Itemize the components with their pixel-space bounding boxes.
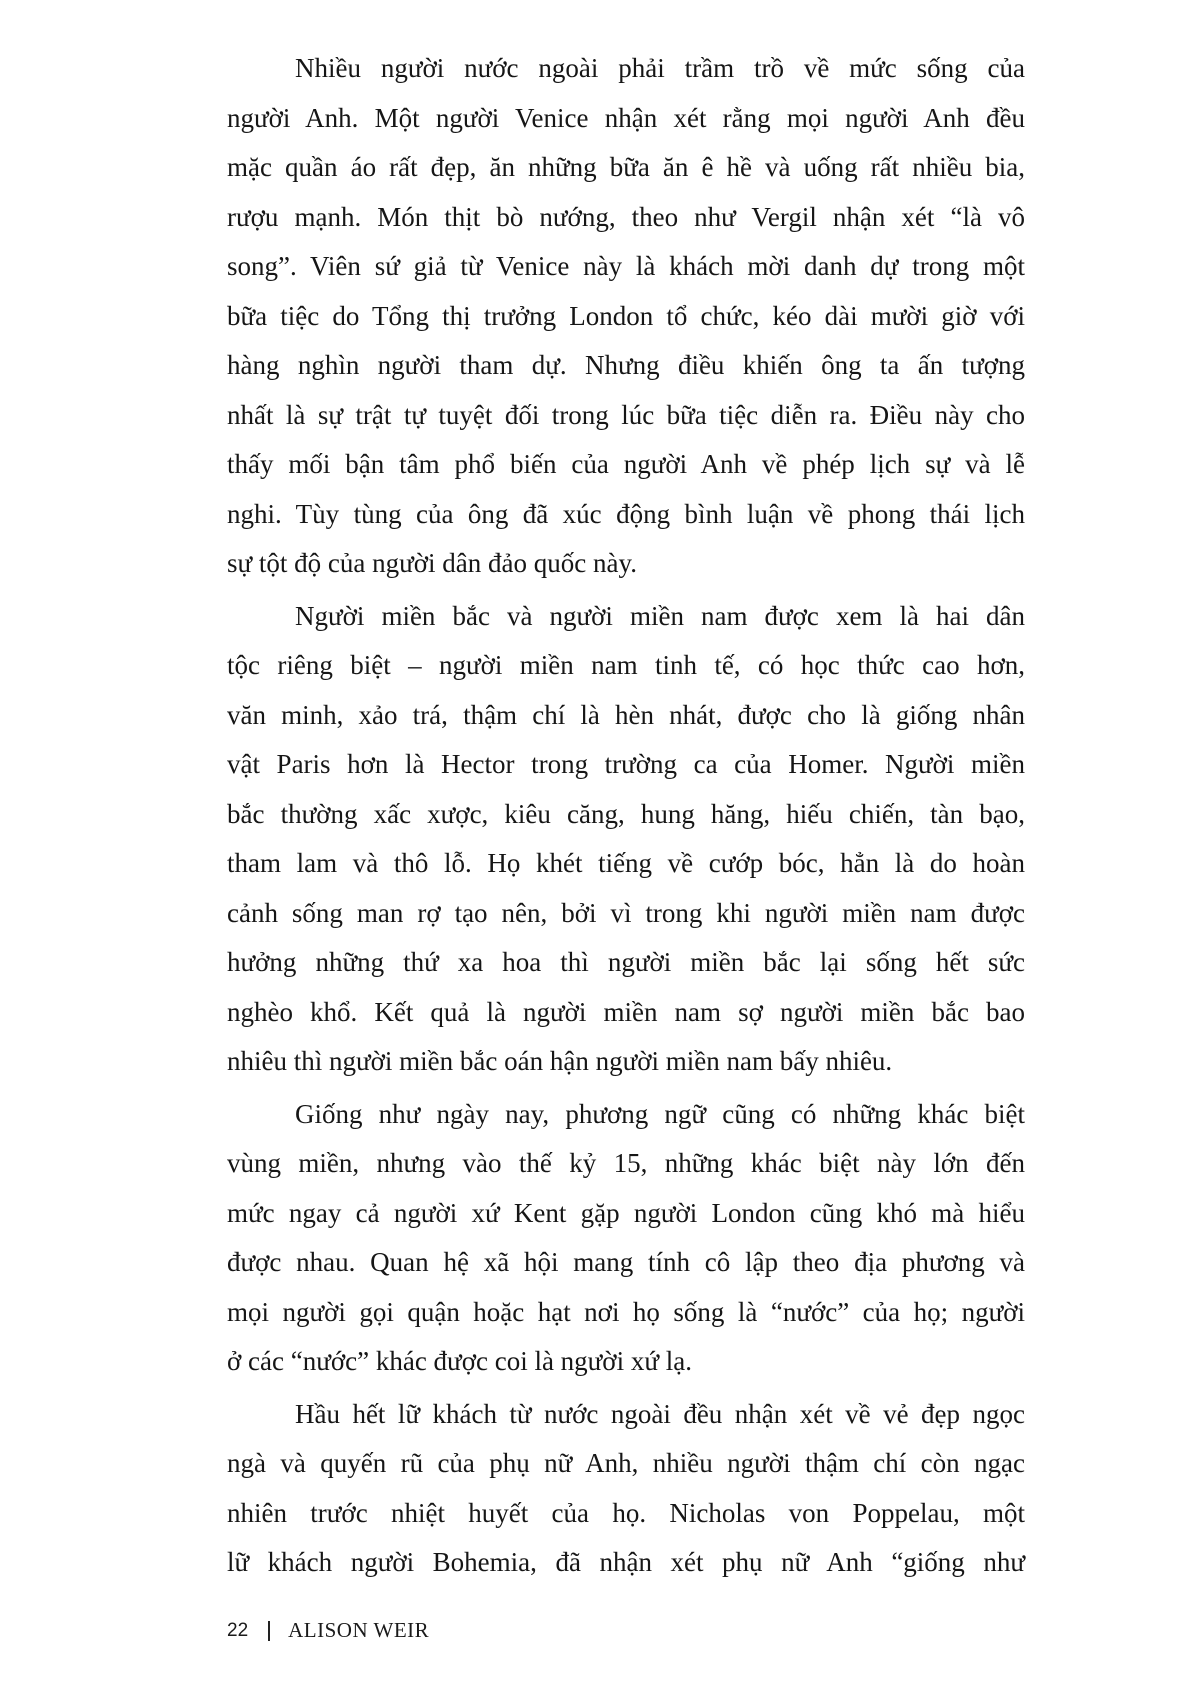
text-line: hàng nghìn người tham dự. Nhưng điều khiến ông ta ấn tượng <box>227 350 1025 380</box>
paragraph <box>227 1390 1025 1588</box>
text-line: nhiêu thì người miền bắc oán hận người miền nam bấy nhiêu. <box>227 1046 893 1076</box>
text-line: mọi người gọi quận hoặc hạt nơi họ sống là “nước” của họ; người <box>227 1296 1025 1327</box>
text-line: rượu mạnh. Món thịt bò nướng, theo như Vergil nhận xét “là vô <box>227 201 1025 232</box>
text-line: ngà và quyến rũ của phụ nữ Anh, nhiều người thậm chí còn ngạc <box>227 1448 1025 1478</box>
paragraph <box>227 592 1025 1087</box>
text-line: Giống như ngày nay, phương ngữ cũng có những khác biệt <box>295 1098 1025 1129</box>
text-line: song”. Viên sứ giả từ Venice này là khách mời danh dự trong một <box>227 251 1025 281</box>
text-line: Người miền bắc và người miền nam được xem là hai dân <box>295 600 1025 631</box>
text-line: Hầu hết lữ khách từ nước ngoài đều nhận xét về vẻ đẹp ngọc <box>295 1398 1025 1429</box>
text-line: thấy mối bận tâm phổ biến của người Anh về phép lịch sự và lễ <box>227 449 1025 479</box>
text-line: tộc riêng biệt – người miền nam tinh tế, có học thức cao hơn, <box>227 650 1025 680</box>
text-line: vùng miền, nhưng vào thế kỷ 15, những khác biệt này lớn đến <box>227 1148 1025 1178</box>
footer-separator <box>268 1621 270 1641</box>
text-line: cảnh sống man rợ tạo nên, bởi vì trong khi người miền nam được <box>227 897 1025 928</box>
text-line: vật Paris hơn là Hector trong trường ca của Homer. Người miền <box>227 749 1025 779</box>
text-line: nhất là sự trật tự tuyệt đối trong lúc bữa tiệc diễn ra. Điều này cho <box>227 399 1025 430</box>
text-line: văn minh, xảo trá, thậm chí là hèn nhát, được cho là giống nhân <box>227 699 1025 730</box>
paragraph <box>227 44 1025 589</box>
text-line: nghi. Tùy tùng của ông đã xúc động bình luận về phong thái lịch <box>227 498 1025 529</box>
page-number: 22 <box>227 1619 249 1641</box>
text-line: mặc quần áo rất đẹp, ăn những bữa ăn ê hề và uống rất nhiều bia, <box>227 152 1025 182</box>
page-footer <box>227 1618 429 1643</box>
text-line: hưởng những thứ xa hoa thì người miền bắc lại sống hết sức <box>227 947 1025 977</box>
running-author: ALISON WEIR <box>288 1618 430 1642</box>
text-line: nhiên trước nhiệt huyết của họ. Nicholas von Poppelau, một <box>227 1497 1025 1528</box>
text-line: nghèo khổ. Kết quả là người miền nam sợ người miền bắc bao <box>227 996 1025 1027</box>
text-line: sự tột độ của người dân đảo quốc này. <box>227 548 637 578</box>
text-line: bữa tiệc do Tổng thị trưởng London tổ chức, kéo dài mười giờ với <box>227 300 1025 331</box>
paragraph <box>227 1090 1025 1387</box>
text-line: lữ khách người Bohemia, đã nhận xét phụ nữ Anh “giống như <box>227 1547 1025 1577</box>
text-line: mức ngay cả người xứ Kent gặp người London cũng khó mà hiểu <box>227 1197 1025 1228</box>
body-text <box>227 44 1025 1591</box>
text-line: được nhau. Quan hệ xã hội mang tính cô lập theo địa phương và <box>227 1247 1025 1277</box>
text-line: Nhiều người nước ngoài phải trầm trồ về mức sống của <box>295 53 1025 83</box>
text-line: tham lam và thô lỗ. Họ khét tiếng về cướp bóc, hẳn là do hoàn <box>227 848 1025 878</box>
text-line: người Anh. Một người Venice nhận xét rằng mọi người Anh đều <box>227 102 1025 133</box>
text-line: ở các “nước” khác được coi là người xứ lạ. <box>227 1346 692 1376</box>
text-line: bắc thường xấc xược, kiêu căng, hung hăng, hiếu chiến, tàn bạo, <box>227 798 1025 829</box>
